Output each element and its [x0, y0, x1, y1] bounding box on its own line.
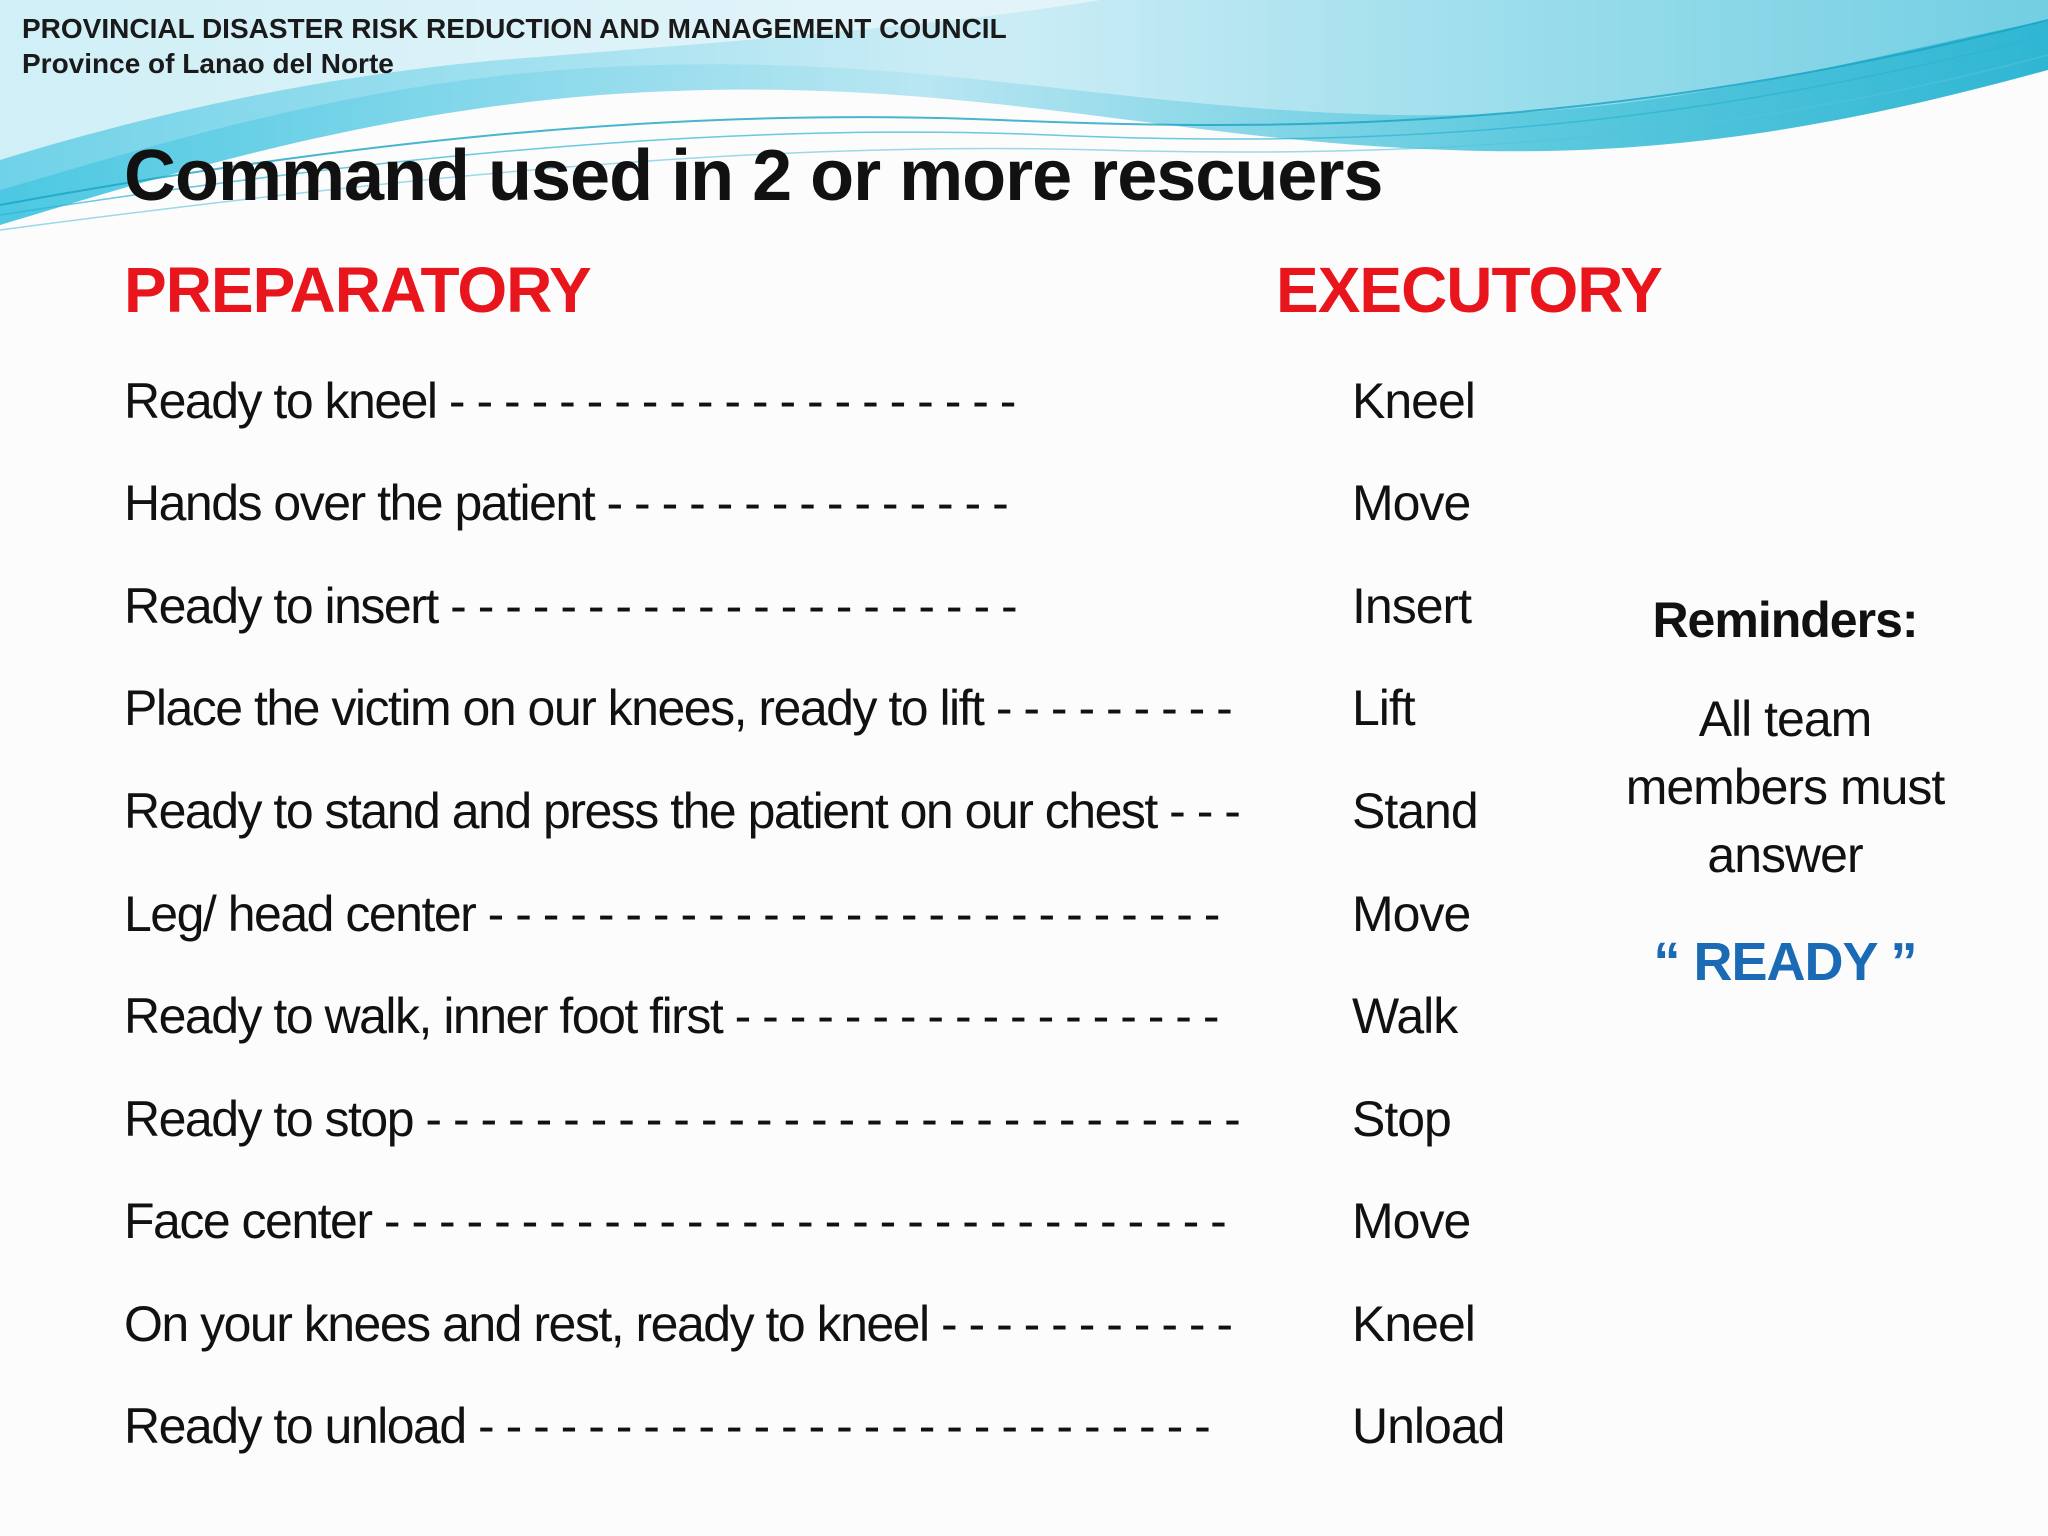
- preparatory-command: Hands over the patient - - - - - - - - - - - - - - -: [124, 475, 1008, 531]
- preparatory-command: Place the victim on our knees, ready to lift - - - - - - - - -: [124, 680, 1232, 736]
- executory-command: Kneel: [1352, 1296, 1475, 1352]
- command-row: [0, 776, 1500, 846]
- command-row: [0, 981, 1500, 1051]
- reminders-answer: “ READY ”: [1653, 932, 1917, 992]
- command-row: [0, 1084, 1500, 1154]
- reminders-body: All team members must answer: [1625, 691, 1945, 883]
- preparatory-command: Ready to kneel - - - - - - - - - - - - - - - - - - - - -: [124, 373, 1015, 429]
- executory-heading: EXECUTORY: [1276, 254, 1662, 326]
- command-row: [0, 673, 1500, 743]
- reminders-title: Reminders:: [1652, 592, 1918, 648]
- org-name: PROVINCIAL DISASTER RISK REDUCTION AND MANAGEMENT COUNCIL: [22, 13, 1007, 44]
- command-row: [0, 879, 1500, 949]
- reminders-box: [1600, 585, 1970, 997]
- preparatory-command: On your knees and rest, ready to kneel - - - - - - - - - - -: [124, 1296, 1232, 1352]
- preparatory-command: Ready to stop - - - - - - - - - - - - - - - - - - - - - - - - - - - - - -: [124, 1091, 1240, 1147]
- executory-command: Unload: [1352, 1398, 1505, 1454]
- command-row: [0, 1289, 1500, 1359]
- executory-command: Walk: [1352, 988, 1458, 1044]
- executory-command: Move: [1352, 475, 1471, 531]
- command-row: [0, 571, 1500, 641]
- command-row: [0, 468, 1500, 538]
- executory-command: Stop: [1352, 1091, 1451, 1147]
- preparatory-command: Ready to walk, inner foot first - - - - - - - - - - - - - - - - - -: [124, 988, 1218, 1044]
- slide-title: Command used in 2 or more rescuers: [124, 136, 1383, 216]
- preparatory-heading: PREPARATORY: [124, 254, 591, 326]
- preparatory-command: Ready to unload - - - - - - - - - - - - - - - - - - - - - - - - - - -: [124, 1398, 1210, 1454]
- executory-command: Insert: [1352, 578, 1472, 634]
- org-province: Province of Lanao del Norte: [22, 48, 394, 79]
- preparatory-command: Ready to insert - - - - - - - - - - - - - - - - - - - - -: [124, 578, 1017, 634]
- executory-command: Move: [1352, 1193, 1471, 1249]
- executory-command: Kneel: [1352, 373, 1475, 429]
- command-row: [0, 1391, 1505, 1461]
- preparatory-command: Face center - - - - - - - - - - - - - - - - - - - - - - - - - - - - - - -: [124, 1193, 1226, 1249]
- command-row: [0, 1186, 1500, 1256]
- preparatory-command: Leg/ head center - - - - - - - - - - - - - - - - - - - - - - - - - - -: [124, 886, 1219, 942]
- executory-command: Lift: [1352, 680, 1415, 736]
- executory-command: Stand: [1352, 783, 1478, 839]
- command-row: [0, 366, 1500, 436]
- preparatory-command: Ready to stand and press the patient on our chest - - -: [124, 783, 1240, 839]
- executory-command: Move: [1352, 886, 1471, 942]
